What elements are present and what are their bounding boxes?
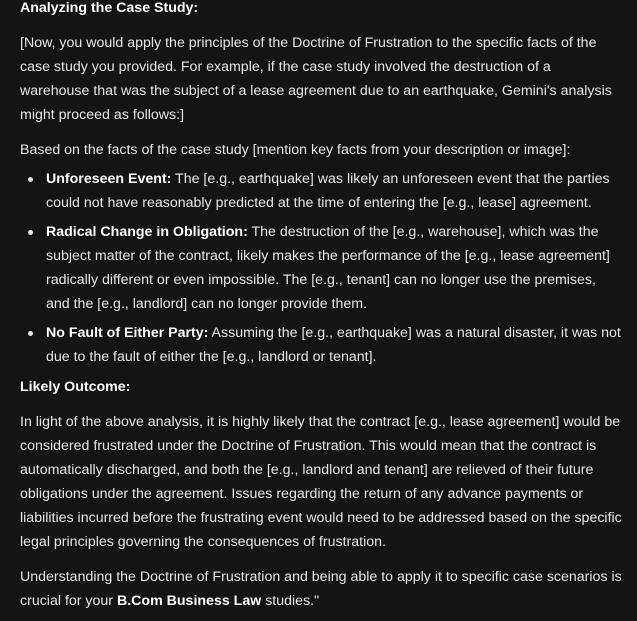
analysis-heading: Analyzing the Case Study: (20, 0, 199, 16)
analysis-intro-paragraph: [Now, you would apply the principles of the Doctrine of Frustration to the specific facts of the case study you provided. For example, if the case study involved the destruction of a warehouse that was the subject of a lease agreement due to an earthquake, Gemini's analysis might proceed as follows:] (20, 35, 612, 123)
point-text: The destruction of the [e.g., warehouse], which was the subject matter of the contract, likely makes the performance of the [e.g., lease agreement] radically different or even impossible. The [e.g., tenant] can no longer use the premises, and the [e.g., landlord] can no longer provide them. (46, 224, 610, 312)
analysis-points-list (20, 167, 623, 369)
outcome-heading: Likely Outcome: (20, 379, 131, 395)
closing-bold-text: B.Com Business Law (116, 593, 262, 609)
based-on-facts-paragraph: Based on the facts of the case study [mention key facts from your description or image]: (20, 142, 571, 158)
point-title: No Fault of Either Party: (46, 325, 209, 341)
bullet-icon (28, 331, 33, 336)
list-item (20, 220, 623, 316)
point-title: Radical Change in Obligation: (46, 224, 248, 240)
list-item (20, 167, 623, 215)
closing-paragraph (20, 565, 623, 613)
list-item (20, 321, 623, 369)
closing-text-before: Understanding the Doctrine of Frustration and being able to apply it to specific case scenarios is crucial for your (20, 569, 622, 609)
point-text: The [e.g., earthquake] was likely an unforeseen event that the parties could not have reasonably predicted at the time of entering the [e.g., lease] agreement. (46, 171, 610, 211)
bullet-icon (28, 177, 33, 182)
closing-text-after: studies." (261, 593, 320, 609)
point-text: Assuming the [e.g., earthquake] was a natural disaster, it was not due to the fault of either the [e.g., landlord or tenant]. (46, 325, 621, 365)
point-title: Unforeseen Event: (46, 171, 172, 187)
bullet-icon (28, 230, 33, 235)
outcome-paragraph: In light of the above analysis, it is highly likely that the contract [e.g., lease agreement] would be considered frustrated under the Doctrine of Frustration. This would mean that the contract is automatically discharged, and both the [e.g., landlord and tenant] are relieved of their future obligations under the agreement. Issues regarding the return of any advance payments or liabilities incurred before the frustrating event would need to be addressed based on the specific legal principles governing the consequences of frustration. (20, 414, 622, 550)
